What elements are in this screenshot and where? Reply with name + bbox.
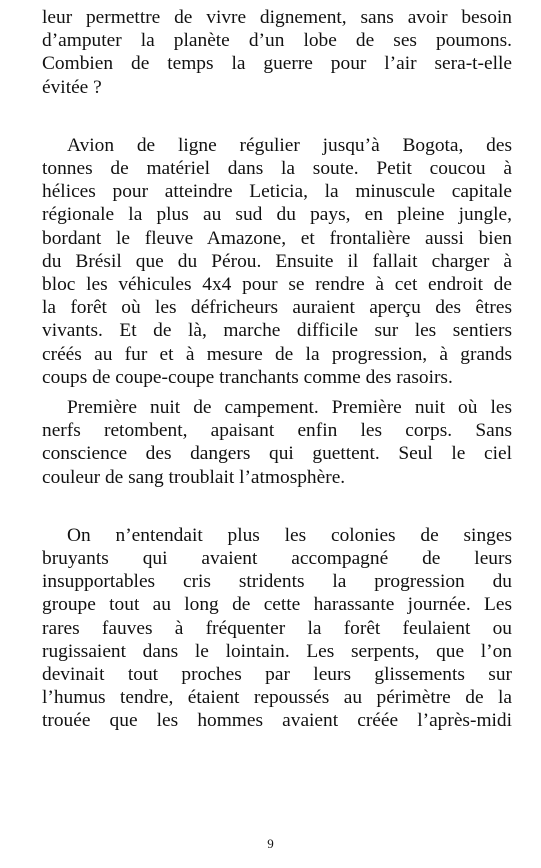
text-line: créés au fur et à mesure de la progression, à grands [42,343,512,365]
text-line: leur permettre de vivre dignement, sans avoir besoin [42,7,512,28]
text-line: bruyants qui avaient accompagné de leurs [42,548,512,570]
paragraph-4 [42,524,512,733]
text-line: d’amputer la planète d’un lobe de ses poumons. [42,30,512,52]
paragraph-spacer [42,99,512,134]
text-line: Combien de temps la guerre pour l’air sera-t-elle [42,53,512,75]
paragraph-2 [42,134,512,389]
text-line: On n’entendait plus les colonies de singes [67,524,512,546]
text-line: couleur de sang troublait l’atmosphère. [42,466,346,488]
paragraph-3 [42,396,512,489]
text-line: bloc les véhicules 4x4 pour se rendre à cet endroit de [42,274,512,296]
text-line: Avion de ligne régulier jusqu’à Bogota, des [67,134,512,156]
text-line: régionale la plus au sud du pays, en pleine jungle, [42,204,512,226]
text-line: Première nuit de campement. Première nuit où les [67,397,512,419]
page-body [42,6,512,733]
paragraph-1 [42,6,512,99]
text-line: tonnes de matériel dans la soute. Petit coucou à [42,158,512,180]
text-line: nerfs retombent, apaisant enfin les corps. Sans [42,420,512,442]
text-line: bordant le fleuve Amazone, et frontalière aussi bien [42,227,512,249]
text-line: insupportables cris stridents la progression du [42,571,512,593]
text-line: trouée que les hommes avaient créée l’après-midi [42,710,512,732]
text-line: rugissaient dans le lointain. Les serpents, que l’on [42,640,512,662]
text-line: du Brésil que du Pérou. Ensuite il fallait charger à [42,250,512,272]
text-line: coups de coupe-coupe tranchants comme des rasoirs. [42,366,453,388]
text-line: la forêt où les défricheurs auraient aperçu des êtres [42,297,512,319]
text-line: conscience des dangers qui guettent. Seul le ciel [42,443,512,465]
text-line: groupe tout au long de cette harassante journée. Les [42,594,512,616]
text-line: devinait tout proches par leurs glissements sur [42,664,512,686]
text-line: hélices pour atteindre Leticia, la minuscule capitale [42,181,512,203]
text-line: évitée ? [42,76,102,98]
paragraph-spacer [42,389,512,396]
text-line: rares fauves à fréquenter la forêt feulaient ou [42,617,512,639]
text-line: l’humus tendre, étaient repoussés au périmètre de la [42,687,512,709]
text-line: vivants. Et de là, marche difficile sur les sentiers [42,320,512,342]
page-number: 9 [267,836,274,851]
paragraph-spacer [42,489,512,524]
